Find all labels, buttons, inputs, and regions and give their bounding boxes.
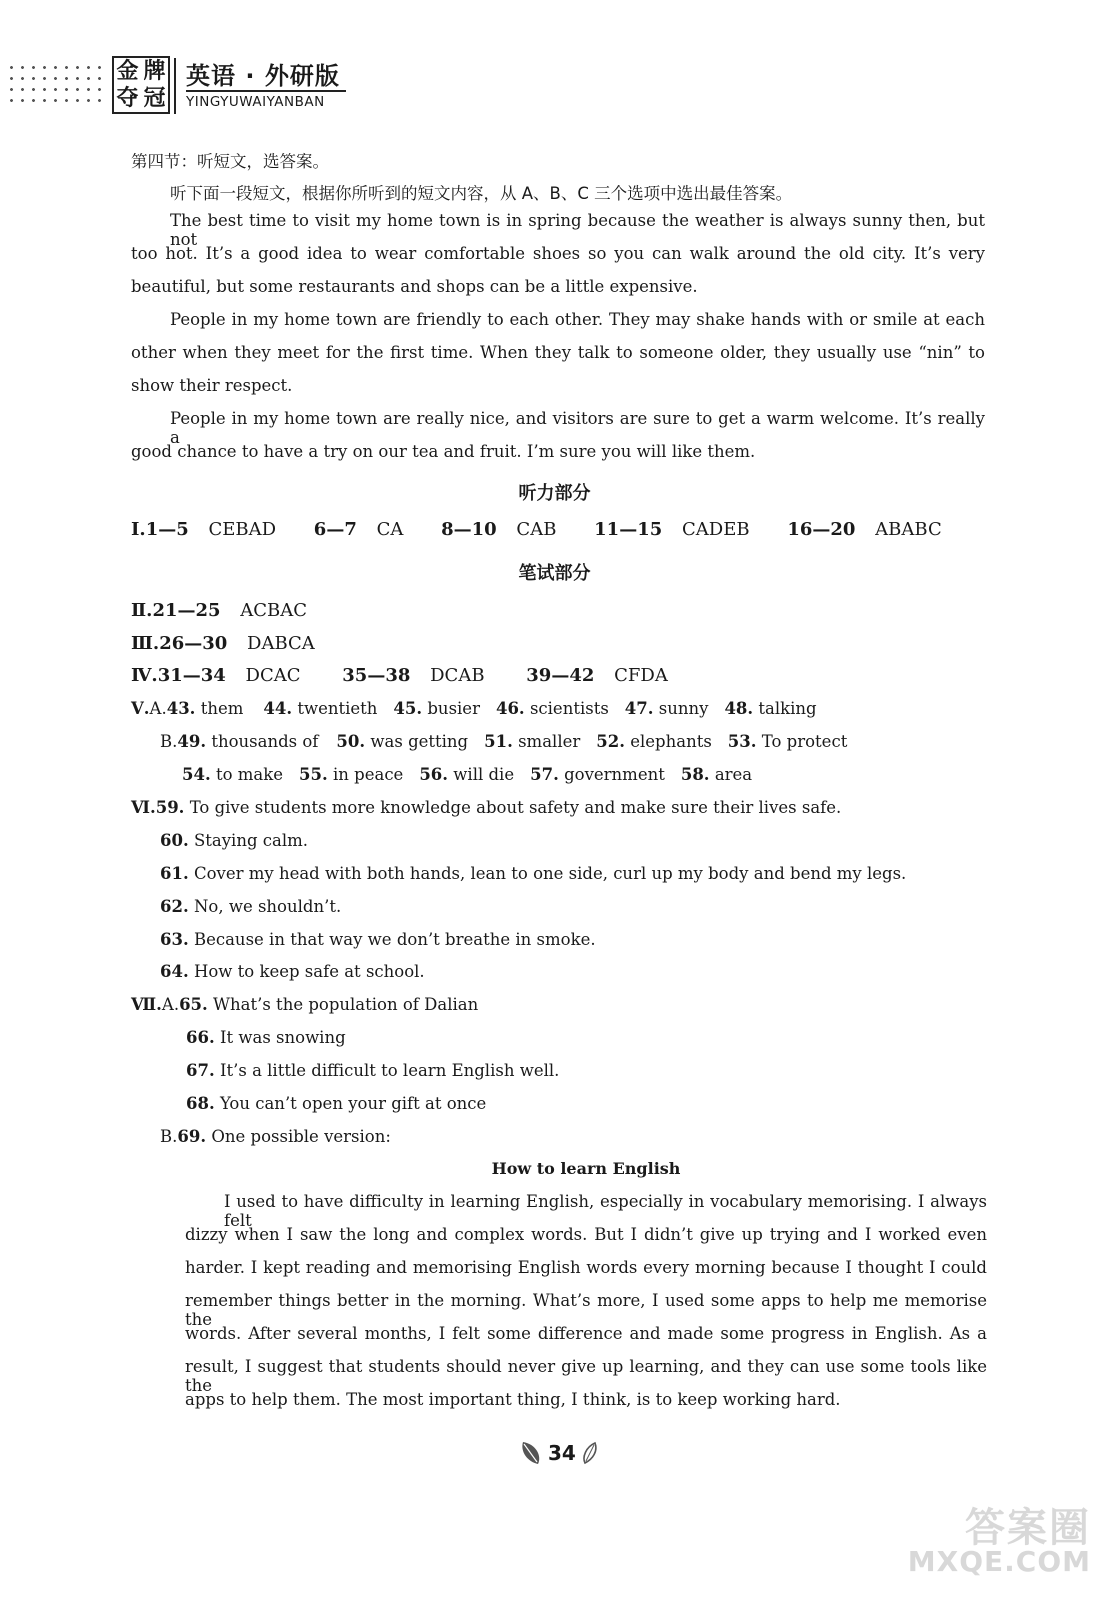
roman-numeral: Ⅳ. (131, 665, 158, 686)
item-answer: was getting (370, 732, 469, 751)
answer-range: 35—38 (342, 665, 411, 686)
essay-line: I used to have difficulty in learning English, especially in vocabulary memorising. I always felt (224, 1192, 987, 1230)
part-label: A. (161, 995, 180, 1014)
answer-row-3 (131, 633, 315, 654)
essay-line: harder. I kept reading and memorising English words every morning because I thought I could (185, 1258, 987, 1277)
item-answer: talking (758, 699, 817, 718)
essay-line: apps to help them. The most important thing, I think, is to keep working hard. (185, 1390, 841, 1409)
item-answer: in peace (333, 765, 404, 784)
roman-numeral: Ⅵ. (131, 798, 156, 817)
answer-value: CFDA (614, 665, 668, 686)
item-answer: to make (215, 765, 284, 784)
answer-range: 8—10 (441, 519, 497, 540)
answer-row-5a (131, 699, 817, 718)
item-number: 51. (484, 732, 513, 751)
passage-line: too hot. It’s a good idea to wear comfortable shoes so you can walk around the old city. It’s very (131, 244, 985, 263)
item-answer: scientists (529, 699, 609, 718)
item-number: 45. (393, 699, 423, 718)
listening-answers (131, 519, 942, 540)
answer-item-63 (160, 930, 596, 949)
item-number: 59. (155, 798, 185, 817)
logo-char: 夺 (116, 85, 139, 111)
item-number: 67. (186, 1061, 215, 1080)
answer-value: CADEB (682, 519, 750, 540)
item-answer: It’s a little difficult to learn English well. (219, 1061, 560, 1080)
item-number: 47. (624, 699, 654, 718)
item-number: 48. (724, 699, 754, 718)
book-pinyin: YINGYUWAIYANBAN (186, 94, 325, 110)
item-number: 53. (727, 732, 757, 751)
item-answer: elephants (630, 732, 712, 751)
section-instruction: 听下面一段短文，根据你所听到的短文内容，从 A、B、C 三个选项中选出最佳答案。 (170, 184, 793, 203)
answer-item-61 (160, 864, 906, 883)
item-answer: To protect (761, 732, 848, 751)
item-number: 65. (179, 995, 208, 1014)
answer-item-67 (186, 1061, 559, 1080)
part-label: B. (160, 1127, 178, 1146)
answer-range: 26—30 (159, 633, 228, 654)
roman-numeral: Ⅰ. (131, 519, 146, 540)
item-number: 58. (680, 765, 710, 784)
item-number: 56. (419, 765, 449, 784)
essay-line: remember things better in the morning. What’s more, I used some apps to help me memorise the (185, 1291, 987, 1329)
item-answer: Because in that way we don’t breathe in smoke. (193, 930, 596, 949)
leaf-left-icon (520, 1440, 542, 1466)
answer-range: 16—20 (787, 519, 856, 540)
item-number: 63. (160, 930, 189, 949)
answer-value: CAB (516, 519, 557, 540)
item-answer: government (564, 765, 665, 784)
page-number-block (520, 1440, 598, 1466)
answer-row-2 (131, 600, 307, 621)
answer-item-64 (160, 962, 425, 981)
answer-range: 1—5 (145, 519, 189, 540)
roman-numeral: Ⅲ. (131, 633, 160, 654)
answer-value: DABCA (247, 633, 315, 654)
item-answer: What’s the population of Dalian (213, 995, 479, 1014)
answer-value: ABABC (875, 519, 942, 540)
item-answer: area (714, 765, 753, 784)
item-number: 52. (596, 732, 625, 751)
answer-item-62 (160, 897, 341, 916)
essay-line: words. After several months, I felt some difference and made some progress in English. As a (185, 1324, 987, 1343)
answer-range: 21—25 (152, 600, 221, 621)
item-number: 55. (299, 765, 328, 784)
watermark-url: MXQE.COM (907, 1545, 1091, 1578)
passage-line: show their respect. (131, 376, 293, 395)
answer-value: ACBAC (240, 600, 308, 621)
passage-line: other when they meet for the first time. When they talk to someone older, they usually use “nin” to (131, 343, 985, 362)
item-number: 69. (177, 1127, 207, 1146)
item-number: 62. (160, 897, 189, 916)
item-number: 61. (160, 864, 189, 883)
answer-value: DCAB (430, 665, 485, 686)
answer-item-69 (160, 1127, 391, 1146)
watermark-text: 答案圈 (965, 1505, 1091, 1551)
logo-char: 牌 (143, 58, 166, 84)
logo-char: 冠 (143, 85, 166, 111)
essay-line: result, I suggest that students should never give up learning, and they can use some tools like the (185, 1357, 987, 1395)
answer-item-68 (186, 1094, 486, 1113)
book-title: 英语 · 外研版 (186, 62, 340, 90)
item-number: 43. (166, 699, 196, 718)
answer-value: DCAC (245, 665, 301, 686)
header-rule (186, 90, 346, 92)
header-divider (174, 58, 176, 114)
part-label: B. (160, 732, 178, 751)
passage-line: People in my home town are friendly to each other. They may shake hands with or smile at each (170, 310, 985, 329)
answer-row-5b (160, 732, 847, 751)
item-answer: smaller (518, 732, 581, 751)
item-answer: thousands of (211, 732, 319, 751)
item-number: 50. (336, 732, 366, 751)
item-number: 60. (160, 831, 189, 850)
watermark (907, 1505, 1091, 1578)
listening-section-title: 听力部分 (518, 483, 591, 504)
passage-line: beautiful, but some restaurants and shops can be a little expensive. (131, 277, 698, 296)
header-dot-pattern (6, 62, 102, 106)
item-number: 44. (263, 699, 293, 718)
passage-line: good chance to have a try on our tea and fruit. I’m sure you will like them. (131, 442, 756, 461)
answer-value: CEBAD (208, 519, 277, 540)
answer-range: 11—15 (594, 519, 663, 540)
answer-row-5b-cont (182, 765, 752, 784)
answer-range: 31—34 (157, 665, 226, 686)
item-number: 54. (182, 765, 211, 784)
item-number: 64. (160, 962, 189, 981)
item-answer: will die (453, 765, 515, 784)
section-heading: 第四节：听短文，选答案。 (131, 152, 329, 171)
item-answer: How to keep safe at school. (193, 962, 425, 981)
item-answer: them (200, 699, 244, 718)
passage-line: The best time to visit my home town is in spring because the weather is always sunny then, but not (170, 211, 985, 249)
item-answer: busier (427, 699, 480, 718)
item-answer: Cover my head with both hands, lean to one side, curl up my body and bend my legs. (193, 864, 907, 883)
essay-line: dizzy when I saw the long and complex words. But I didn’t give up trying and I worked even (185, 1225, 987, 1244)
item-answer: One possible version: (211, 1127, 391, 1146)
answer-range: 6—7 (313, 519, 357, 540)
logo-char: 金 (116, 58, 139, 84)
passage-line: People in my home town are really nice, and visitors are sure to get a warm welcome. It’s really a (170, 409, 985, 447)
item-answer: It was snowing (219, 1028, 346, 1047)
item-answer: Staying calm. (193, 831, 309, 850)
answer-range: 39—42 (526, 665, 595, 686)
answer-row-4 (131, 665, 668, 686)
answer-item-59 (131, 798, 841, 817)
leaf-right-icon (582, 1441, 598, 1465)
roman-numeral: Ⅴ. (131, 699, 150, 718)
item-number: 68. (186, 1094, 215, 1113)
item-answer: No, we shouldn’t. (193, 897, 342, 916)
item-answer: You can’t open your gift at once (219, 1094, 487, 1113)
brand-logo (112, 56, 170, 114)
answer-item-66 (186, 1028, 346, 1047)
item-number: 66. (186, 1028, 215, 1047)
answer-item-60 (160, 831, 308, 850)
roman-numeral: Ⅱ. (131, 600, 153, 621)
answer-value: CA (376, 519, 404, 540)
answer-item-65 (131, 995, 478, 1014)
part-label: A. (149, 699, 167, 718)
item-number: 57. (530, 765, 559, 784)
written-section-title: 笔试部分 (518, 563, 591, 584)
item-number: 46. (495, 699, 525, 718)
item-answer: twentieth (297, 699, 378, 718)
essay-title: How to learn English (491, 1159, 681, 1178)
item-number: 49. (177, 732, 207, 751)
item-answer: To give students more knowledge about safety and make sure their lives safe. (189, 798, 842, 817)
page-number: 34 (548, 1441, 576, 1465)
item-answer: sunny (658, 699, 709, 718)
roman-numeral: Ⅶ. (131, 995, 162, 1014)
